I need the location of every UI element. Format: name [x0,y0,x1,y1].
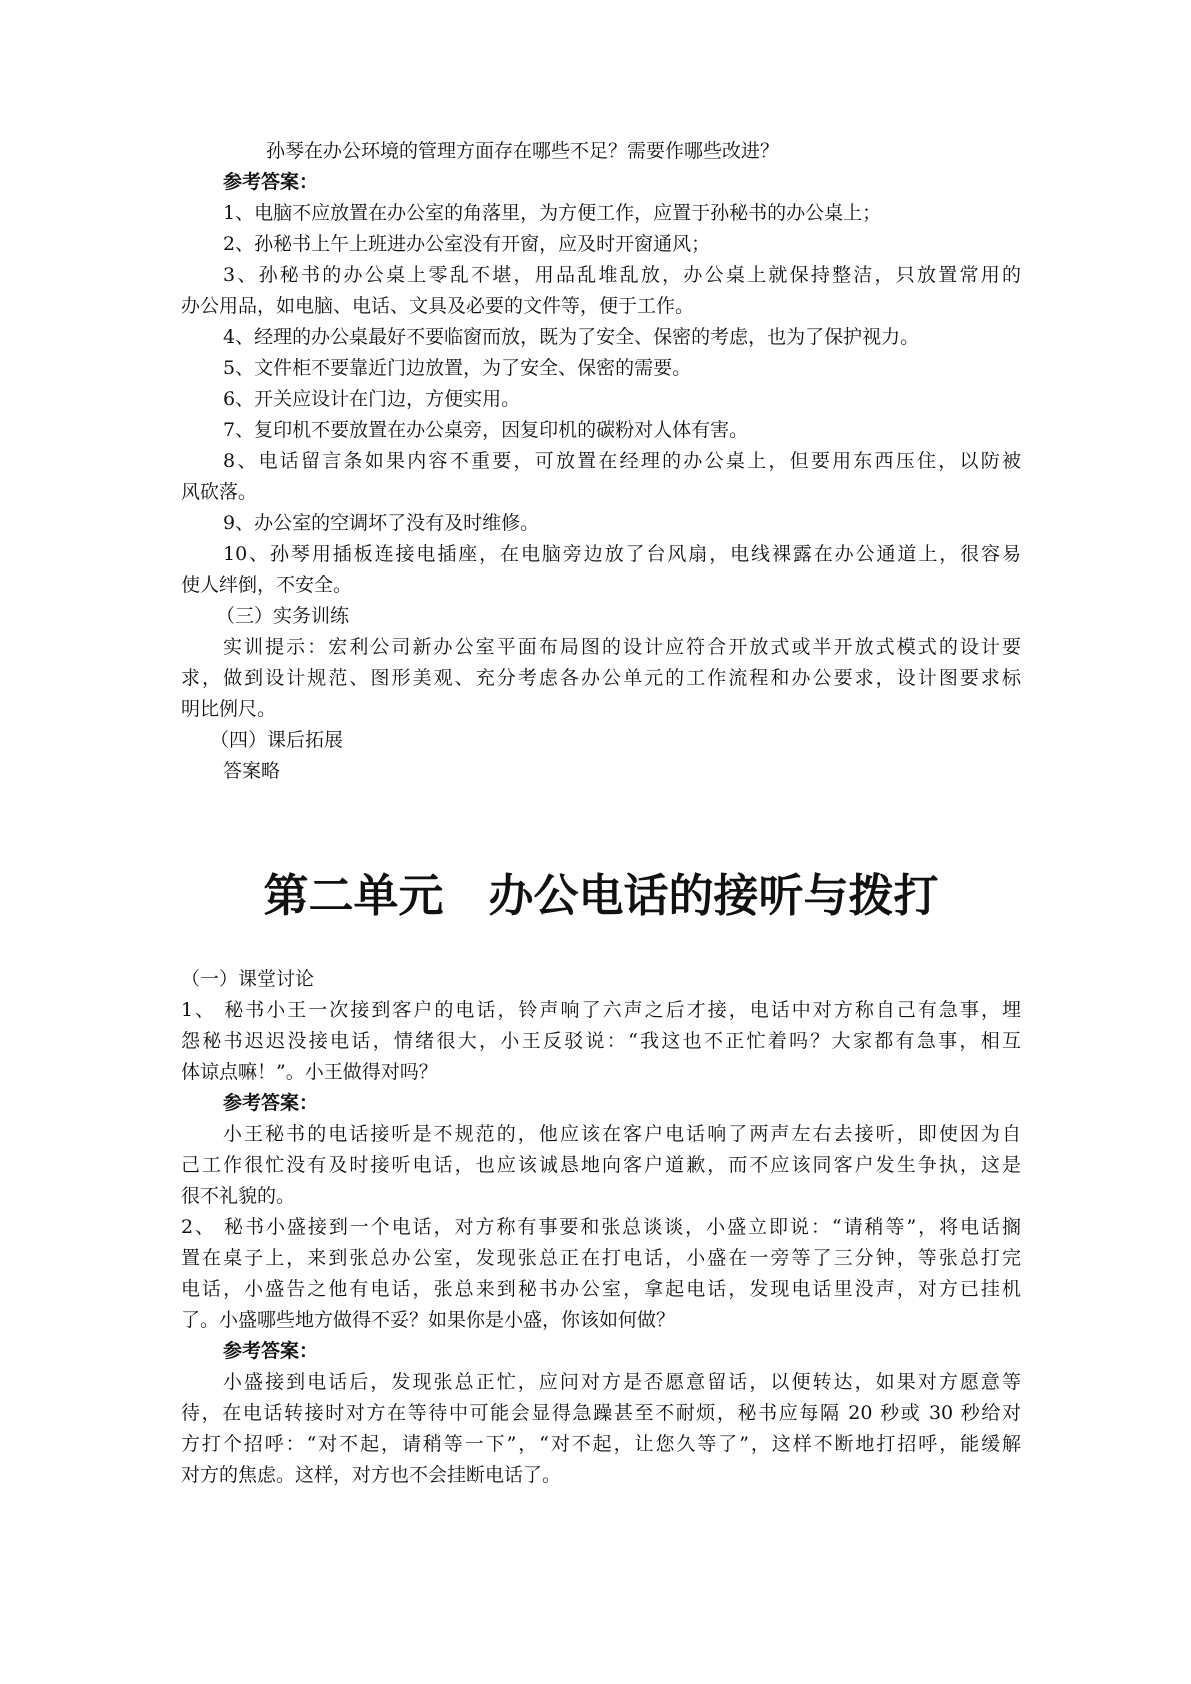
question-line: 了。小盛哪些地方做得不妥？如果你是小盛，你该如何做？ [181,1309,676,1331]
answer-paragraph-line: 对方的焦虑。这样，对方也不会挂断电话了。 [181,1464,562,1486]
section-paragraph-line: 实训提示：宏利公司新办公室平面布局图的设计应符合开放式或半开放式模式的设计要 [223,636,1021,658]
answer-item-continuation: 使人绊倒，不安全。 [181,574,353,596]
question-line: 1、 秘书小王一次接到客户的电话，铃声响了六声之后才接，电话中对方称自己有急事，埋 [181,999,1021,1021]
answer-item: 7、复印机不要放置在办公桌旁，因复印机的碳粉对人体有害。 [223,419,749,441]
answer-label: 参考答案： [223,1092,319,1114]
answer-item-continuation: 办公用品，如电脑、电话、文具及必要的文件等，便于工作。 [181,295,695,317]
section-paragraph-line: 求，做到设计规范、图形美观、充分考虑各办公单元的工作流程和办公要求，设计图要求标 [181,667,1021,689]
question-line: 孙琴在办公环境的管理方面存在哪些不足？需要作哪些改进？ [266,140,780,162]
section-heading: （一）课堂讨论 [181,968,315,990]
answer-item: 5、文件柜不要靠近门边放置，为了安全、保密的需要。 [223,357,692,379]
answer-paragraph-line: 方打个招呼：“对不起，请稍等一下”，“对不起，让您久等了”，这样不断地打招呼，能缓解 [181,1433,1021,1455]
unit-title: 第二单元 办公电话的接听与拨打 [263,869,939,922]
question-line: 置在桌子上，来到张总办公室，发现张总正在打电话，小盛在一旁等了三分钟，等张总打完 [181,1247,1021,1269]
answer-paragraph-line: 很不礼貌的。 [181,1185,296,1207]
question-line: 电话，小盛告之他有电话，张总来到秘书办公室，拿起电话，发现电话里没声，对方已挂机 [181,1278,1021,1300]
question-line: 体谅点嘛！”。小王做得对吗？ [181,1061,438,1083]
answer-item-continuation: 风砍落。 [181,481,258,503]
answer-item: 9、办公室的空调坏了没有及时维修。 [223,512,540,534]
answer-item: 10、孙琴用插板连接电插座，在电脑旁边放了台风扇，电线裸露在办公通道上，很容易 [223,543,1021,565]
section-heading: （三）实务训练 [216,605,350,627]
answer-paragraph-line: 待，在电话转接时对方在等待中可能会显得急躁甚至不耐烦，秘书应每隔 20 秒或 30 秒给对 [181,1402,1021,1424]
answer-paragraph-line: 小王秘书的电话接听是不规范的，他应该在客户电话响了两声左右去接听，即使因为自 [223,1123,1021,1145]
section-heading: （四）课后拓展 [210,729,344,751]
answer-item: 4、经理的办公桌最好不要临窗而放，既为了安全、保密的考虑，也为了保护视力。 [223,326,920,348]
answer-item: 8、电话留言条如果内容不重要，可放置在经理的办公桌上，但要用东西压住，以防被 [223,450,1021,472]
answer-paragraph-line: 己工作很忙没有及时接听电话，也应该诚恳地向客户道歉，而不应该同客户发生争执，这是 [181,1154,1021,1176]
answer-paragraph-line: 小盛接到电话后，发现张总正忙，应问对方是否愿意留话，以便转达，如果对方愿意等 [223,1371,1021,1393]
answer-item: 6、开关应设计在门边，方便实用。 [223,388,521,410]
answer-label: 参考答案： [223,1340,319,1362]
section-paragraph-line: 明比例尺。 [181,698,277,720]
answer-item: 1、电脑不应放置在办公室的角落里，为方便工作，应置于孙秘书的办公桌上； [223,202,882,224]
answer-label: 参考答案： [223,171,319,193]
answer-item: 2、孙秘书上午上班进办公室没有开窗，应及时开窗通风； [223,233,711,255]
question-line: 怨秘书迟迟没接电话，情绪很大，小王反驳说：“我这也不正忙着吗？大家都有急事，相互 [181,1030,1021,1052]
answer-item: 3、孙秘书的办公桌上零乱不堪，用品乱堆乱放，办公桌上就保持整洁，只放置常用的 [223,264,1021,286]
section-paragraph-line: 答案略 [223,760,281,782]
question-line: 2、 秘书小盛接到一个电话，对方称有事要和张总谈谈，小盛立即说：“请稍等”，将电话搁 [181,1216,1021,1238]
